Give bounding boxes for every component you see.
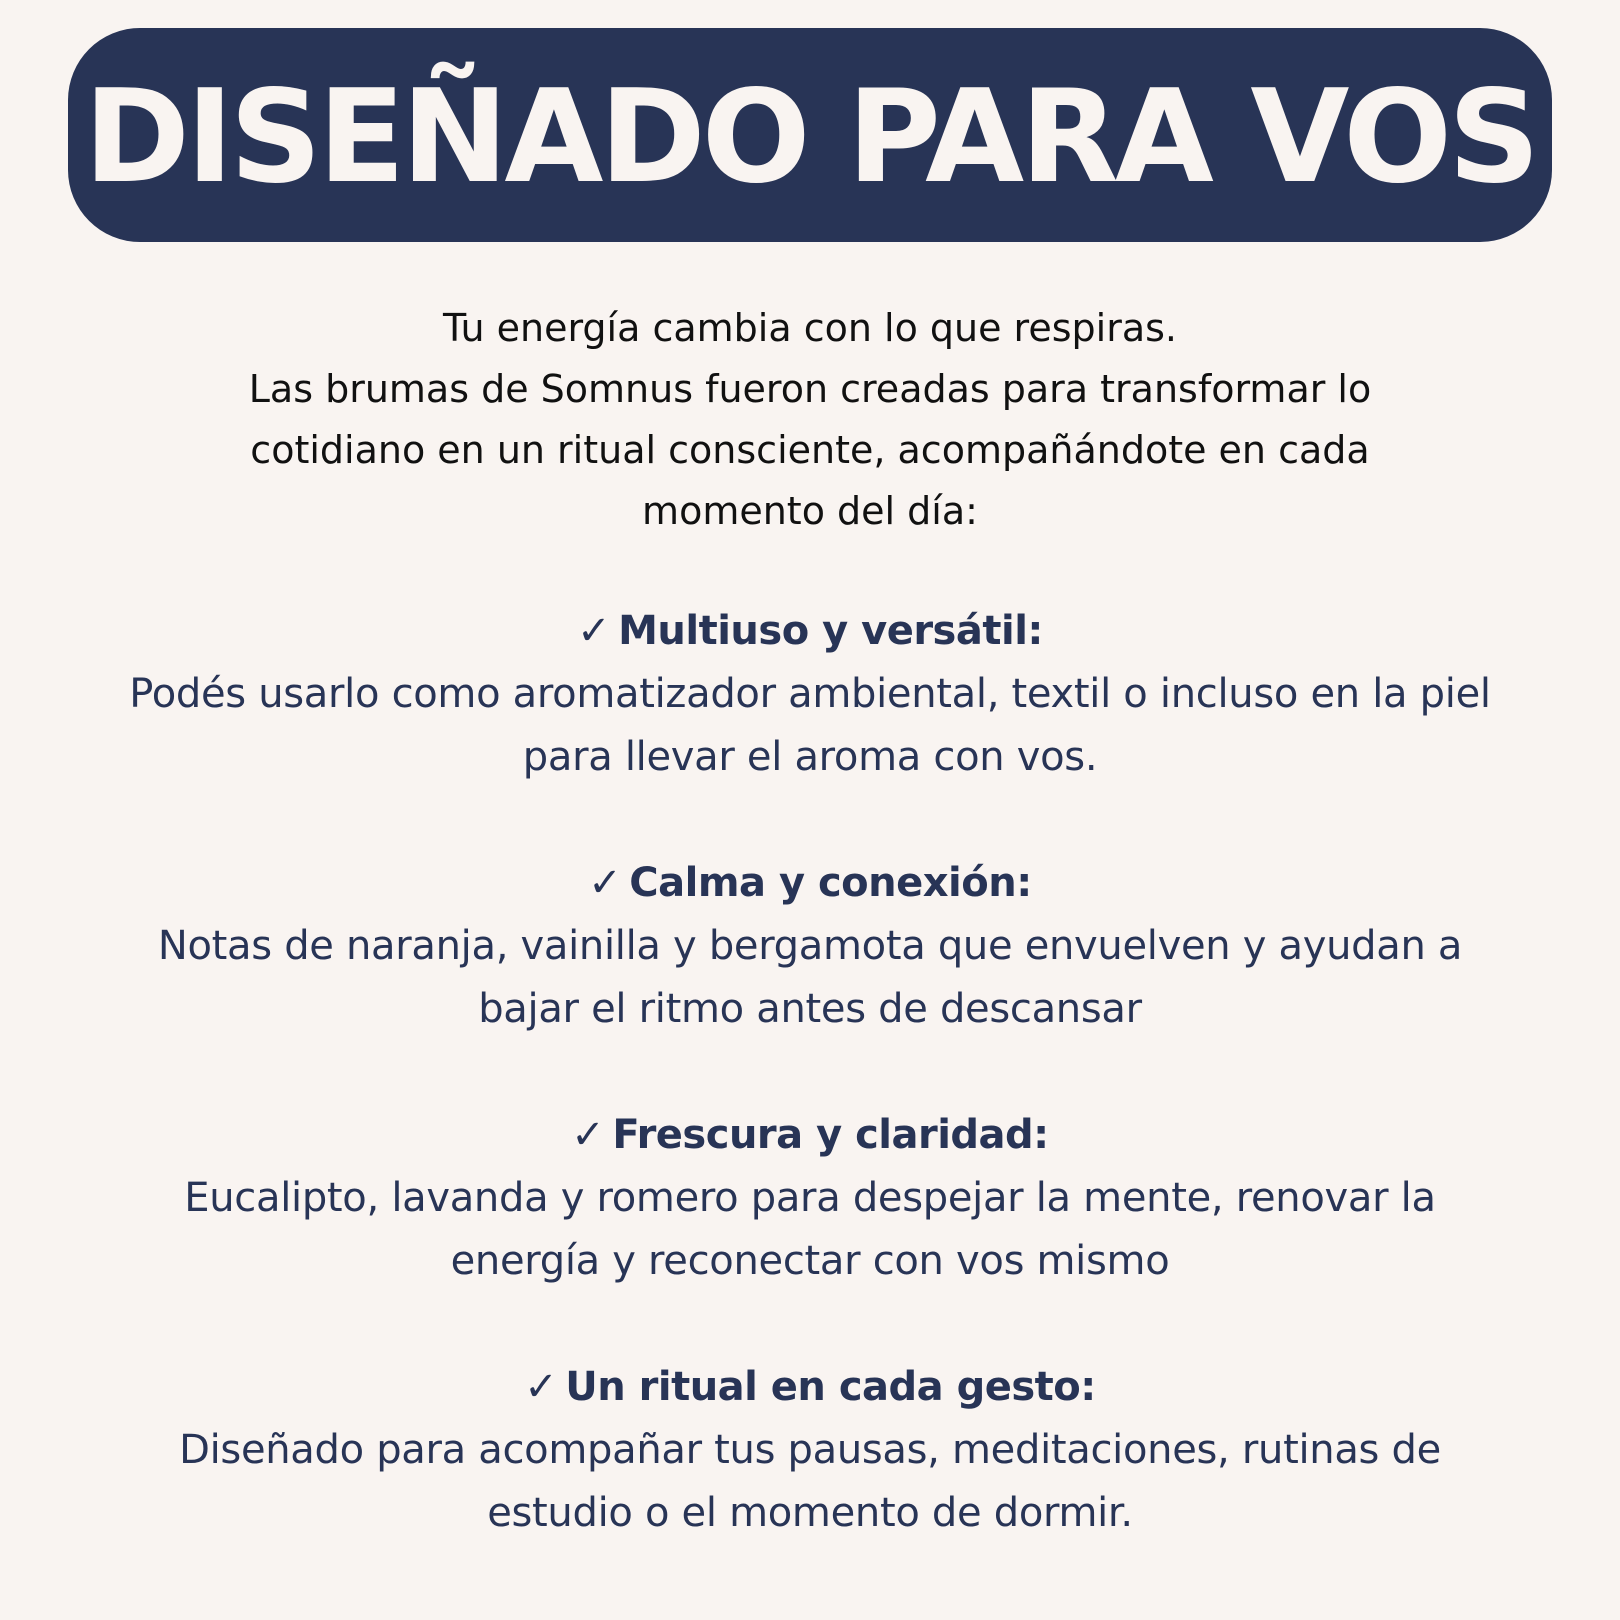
- intro-line: momento del día:: [642, 489, 978, 533]
- page-title: DISEÑADO PARA VOS: [83, 63, 1537, 212]
- intro-paragraph: [0, 298, 1620, 542]
- feature-title-text: Frescura y claridad:: [612, 1112, 1049, 1158]
- feature-description-line: Diseñado para acompañar tus pausas, meditaciones, rutinas de: [179, 1427, 1441, 1473]
- feature-multiuso: [0, 600, 1620, 789]
- intro-line: Tu energía cambia con lo que respiras.: [443, 306, 1177, 350]
- feature-title-text: Multiuso y versátil:: [618, 608, 1043, 654]
- feature-title-text: Calma y conexión:: [629, 860, 1032, 906]
- feature-title: [0, 1356, 1620, 1419]
- checkmark-icon: ✓: [571, 1112, 605, 1158]
- feature-title: [0, 1104, 1620, 1167]
- feature-description-line: bajar el ritmo antes de descansar: [478, 986, 1142, 1032]
- feature-frescura: [0, 1104, 1620, 1293]
- feature-ritual: [0, 1356, 1620, 1545]
- feature-description-line: estudio o el momento de dormir.: [487, 1490, 1133, 1536]
- feature-title: [0, 852, 1620, 915]
- feature-description-line: Podés usarlo como aromatizador ambiental, textil o incluso en la piel: [129, 671, 1491, 717]
- feature-description-line: Eucalipto, lavanda y romero para despejar la mente, renovar la: [184, 1175, 1436, 1221]
- feature-title: [0, 600, 1620, 663]
- title-banner: [68, 28, 1552, 242]
- feature-description-line: Notas de naranja, vainilla y bergamota que envuelven y ayudan a: [157, 923, 1463, 969]
- intro-line: cotidiano en un ritual consciente, acompañándote en cada: [250, 428, 1370, 472]
- feature-description-line: para llevar el aroma con vos.: [522, 734, 1098, 780]
- feature-title-text: Un ritual en cada gesto:: [565, 1364, 1096, 1410]
- feature-calma: [0, 852, 1620, 1041]
- feature-description-line: energía y reconectar con vos mismo: [450, 1238, 1170, 1284]
- checkmark-icon: ✓: [524, 1364, 558, 1410]
- checkmark-icon: ✓: [588, 860, 622, 906]
- intro-line: Las brumas de Somnus fueron creadas para transformar lo: [248, 367, 1372, 411]
- checkmark-icon: ✓: [577, 608, 611, 654]
